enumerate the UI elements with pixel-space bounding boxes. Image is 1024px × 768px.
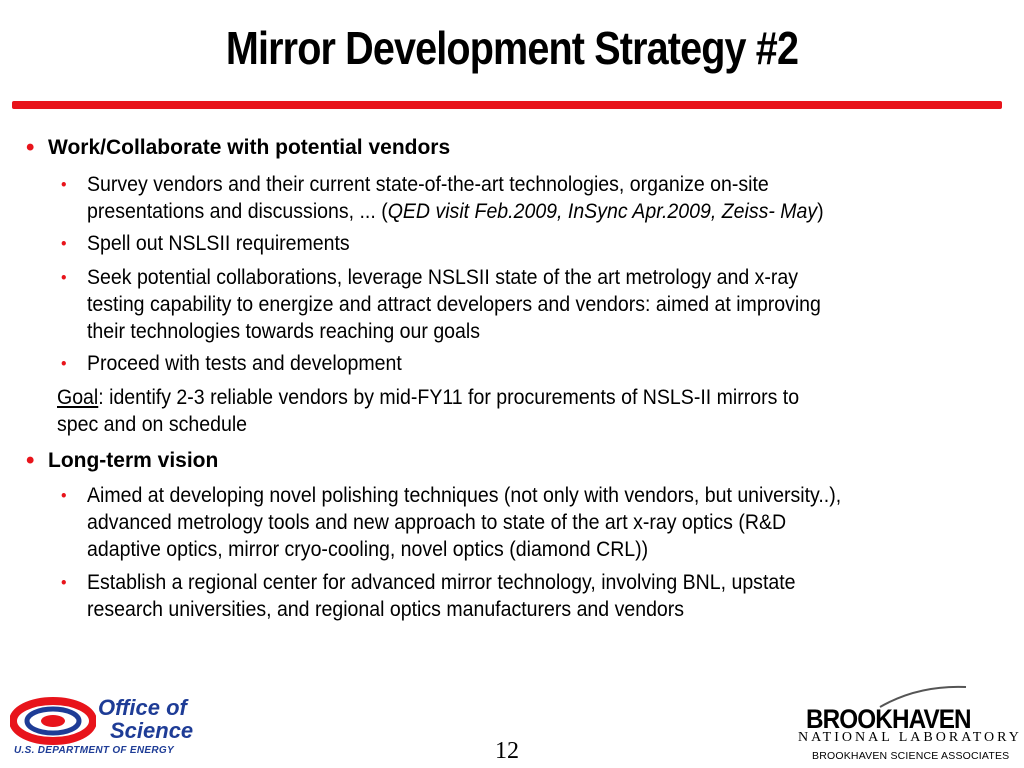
list-item: • Aimed at developing novel polishing techniques (not only with vendors, but university..), advanced metrology tools and new approach to state of the art x-ray optics (R&D adaptive optics, mirror cryo-cooling, novel optics (diamond CRL)) bbox=[60, 484, 842, 561]
bullet-icon: • bbox=[60, 354, 67, 373]
bullet-icon: • bbox=[60, 268, 67, 287]
bullet-icon: • bbox=[60, 573, 67, 592]
section-1-heading: • Work/Collaborate with potential vendors bbox=[26, 134, 451, 161]
list-item: • Survey vendors and their current state-of-the-art technologies, organize on-site presentations and discussions, ... (QED visit Feb.2009, InSync Apr.2009, Zeiss- May) bbox=[60, 173, 824, 223]
bullet-icon: • bbox=[60, 486, 67, 505]
title-rule bbox=[12, 101, 1002, 109]
list-item: • Seek potential collaborations, leverage NSLSII state of the art metrology and x-ray testing capability to energize and attract developers and vendors: aimed at improving their technologies towards reaching our goals bbox=[60, 266, 821, 343]
bullet-icon: • bbox=[60, 175, 67, 194]
page-number: 12 bbox=[495, 738, 519, 764]
list-item: • Establish a regional center for advanced mirror technology, involving BNL, upstate research universities, and regional optics manufacturers and vendors bbox=[60, 571, 796, 621]
list-item: • Proceed with tests and development bbox=[60, 352, 402, 375]
bullet-icon: • bbox=[60, 234, 67, 253]
slide-title: Mirror Development Strategy #2 bbox=[225, 22, 799, 74]
list-item: • Spell out NSLSII requirements bbox=[60, 232, 350, 255]
bullet-icon: • bbox=[26, 134, 35, 161]
doe-swirl-icon bbox=[10, 696, 96, 746]
goal-statement: Goal: identify 2-3 reliable vendors by mid-FY11 for procurements of NSLS-II mirrors to spec and on schedule bbox=[57, 386, 800, 436]
section-2-heading: • Long-term vision bbox=[26, 447, 219, 474]
bullet-icon: • bbox=[26, 447, 35, 474]
